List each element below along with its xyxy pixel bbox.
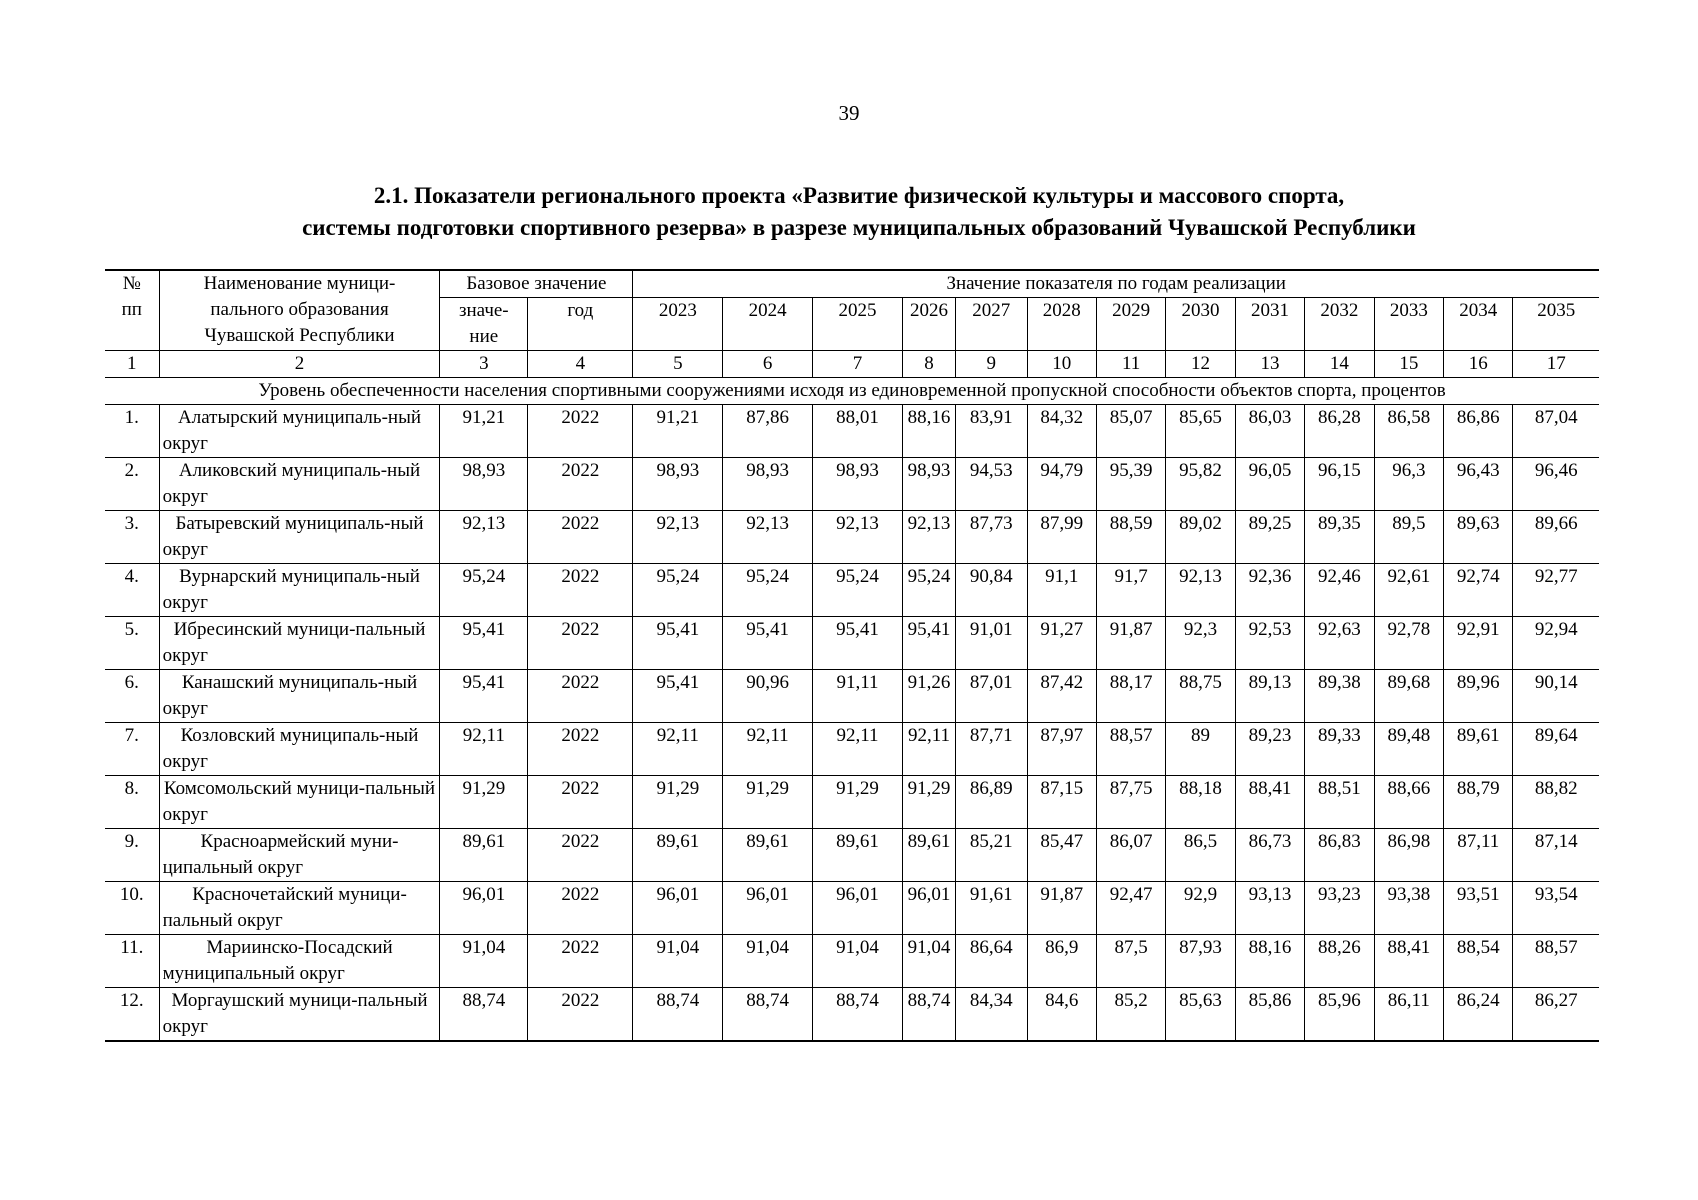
header-year-2030: 2030 [1166,298,1235,351]
year-value-2030: 92,13 [1166,564,1235,617]
section-row [105,378,1599,405]
column-number: 9 [956,351,1027,378]
year-value-2026: 98,93 [902,458,955,511]
year-value-2026: 88,16 [902,405,955,458]
row-number: 12. [105,988,159,1042]
year-value-2024: 91,04 [723,935,813,988]
year-value-2024: 91,29 [723,776,813,829]
year-value-2029: 86,07 [1096,829,1165,882]
year-value-2027: 87,73 [956,511,1027,564]
header-base: Базовое значение [440,270,633,298]
year-value-2034: 86,24 [1444,988,1513,1042]
base-value: 92,11 [440,723,528,776]
base-value: 92,13 [440,511,528,564]
section-heading [60,180,1658,244]
year-value-2035: 88,57 [1513,935,1599,988]
header-year-2023: 2023 [633,298,723,351]
year-value-2030: 89 [1166,723,1235,776]
year-value-2026: 95,41 [902,617,955,670]
year-value-2026: 88,74 [902,988,955,1042]
year-value-2027: 87,71 [956,723,1027,776]
year-value-2035: 90,14 [1513,670,1599,723]
header-base-value: значе-ние [440,298,528,351]
year-value-2033: 86,58 [1374,405,1443,458]
year-value-2030: 88,75 [1166,670,1235,723]
base-year: 2022 [528,882,633,935]
municipality-name: Красноармейский муни-ципальный округ [159,829,440,882]
base-value: 98,93 [440,458,528,511]
year-value-2029: 88,57 [1096,723,1165,776]
base-value: 95,24 [440,564,528,617]
year-value-2034: 89,96 [1444,670,1513,723]
year-value-2025: 92,13 [813,511,903,564]
year-value-2033: 88,41 [1374,935,1443,988]
year-value-2025: 91,04 [813,935,903,988]
year-value-2026: 92,11 [902,723,955,776]
year-value-2034: 93,51 [1444,882,1513,935]
year-value-2031: 89,23 [1235,723,1304,776]
year-value-2031: 92,36 [1235,564,1304,617]
municipality-name: Батыревский муниципаль-ный округ [159,511,440,564]
year-value-2032: 85,96 [1305,988,1374,1042]
year-value-2024: 95,24 [723,564,813,617]
column-number: 15 [1374,351,1443,378]
year-value-2025: 95,41 [813,617,903,670]
table-row [105,723,1599,776]
municipality-name: Моргаушский муници-пальный округ [159,988,440,1042]
year-value-2026: 89,61 [902,829,955,882]
year-value-2025: 91,29 [813,776,903,829]
header-row-1 [105,270,1599,298]
year-value-2027: 83,91 [956,405,1027,458]
year-value-2032: 92,46 [1305,564,1374,617]
year-value-2027: 91,61 [956,882,1027,935]
year-value-2035: 89,64 [1513,723,1599,776]
year-value-2025: 98,93 [813,458,903,511]
year-value-2031: 85,86 [1235,988,1304,1042]
column-number: 1 [105,351,159,378]
header-year-2025: 2025 [813,298,903,351]
year-value-2027: 86,89 [956,776,1027,829]
base-value: 91,04 [440,935,528,988]
year-value-2035: 86,27 [1513,988,1599,1042]
base-value: 95,41 [440,617,528,670]
year-value-2032: 89,35 [1305,511,1374,564]
year-value-2024: 87,86 [723,405,813,458]
year-value-2028: 91,27 [1027,617,1096,670]
municipality-name: Вурнарский муниципаль-ный округ [159,564,440,617]
table-row [105,882,1599,935]
year-value-2035: 87,14 [1513,829,1599,882]
year-value-2024: 89,61 [723,829,813,882]
base-year: 2022 [528,829,633,882]
year-value-2027: 91,01 [956,617,1027,670]
year-value-2028: 86,9 [1027,935,1096,988]
year-value-2034: 96,43 [1444,458,1513,511]
year-value-2035: 92,94 [1513,617,1599,670]
base-value: 95,41 [440,670,528,723]
year-value-2032: 88,26 [1305,935,1374,988]
year-value-2023: 91,04 [633,935,723,988]
column-number: 5 [633,351,723,378]
year-value-2029: 85,2 [1096,988,1165,1042]
year-value-2033: 88,66 [1374,776,1443,829]
year-value-2029: 87,75 [1096,776,1165,829]
table-row [105,458,1599,511]
year-value-2030: 86,5 [1166,829,1235,882]
base-year: 2022 [528,564,633,617]
year-value-2025: 91,11 [813,670,903,723]
column-number: 16 [1444,351,1513,378]
year-value-2023: 92,13 [633,511,723,564]
column-number: 7 [813,351,903,378]
table-row [105,670,1599,723]
base-year: 2022 [528,617,633,670]
year-value-2033: 92,61 [1374,564,1443,617]
column-number: 11 [1096,351,1165,378]
year-value-2031: 96,05 [1235,458,1304,511]
year-value-2030: 88,18 [1166,776,1235,829]
base-year: 2022 [528,723,633,776]
year-value-2025: 96,01 [813,882,903,935]
year-value-2031: 93,13 [1235,882,1304,935]
year-value-2032: 92,63 [1305,617,1374,670]
year-value-2023: 98,93 [633,458,723,511]
base-value: 91,29 [440,776,528,829]
base-value: 89,61 [440,829,528,882]
row-number: 3. [105,511,159,564]
year-value-2032: 86,83 [1305,829,1374,882]
row-number: 9. [105,829,159,882]
year-value-2023: 95,41 [633,617,723,670]
year-value-2023: 91,29 [633,776,723,829]
column-number: 6 [723,351,813,378]
year-value-2031: 92,53 [1235,617,1304,670]
row-number: 8. [105,776,159,829]
year-value-2033: 93,38 [1374,882,1443,935]
municipality-name: Красночетайский муници-пальный округ [159,882,440,935]
year-value-2030: 89,02 [1166,511,1235,564]
year-value-2029: 88,17 [1096,670,1165,723]
base-value: 96,01 [440,882,528,935]
year-value-2031: 88,16 [1235,935,1304,988]
year-value-2030: 85,65 [1166,405,1235,458]
year-value-2033: 86,98 [1374,829,1443,882]
year-value-2034: 89,61 [1444,723,1513,776]
year-value-2027: 84,34 [956,988,1027,1042]
year-value-2028: 94,79 [1027,458,1096,511]
table-row [105,564,1599,617]
year-value-2028: 84,32 [1027,405,1096,458]
year-value-2031: 86,73 [1235,829,1304,882]
header-year-2029: 2029 [1096,298,1165,351]
header-year-2034: 2034 [1444,298,1513,351]
year-value-2034: 87,11 [1444,829,1513,882]
base-year: 2022 [528,988,633,1042]
year-value-2029: 92,47 [1096,882,1165,935]
year-value-2024: 90,96 [723,670,813,723]
year-value-2027: 86,64 [956,935,1027,988]
column-number: 2 [159,351,440,378]
year-value-2028: 85,47 [1027,829,1096,882]
municipality-name: Мариинско-Посадский муниципальный округ [159,935,440,988]
header-year-2033: 2033 [1374,298,1443,351]
section-title: Уровень обеспеченности населения спортивными сооружениями исходя из единовременной пропускной способности объектов спорта, процентов [105,378,1599,405]
year-value-2032: 96,15 [1305,458,1374,511]
year-value-2028: 87,99 [1027,511,1096,564]
header-base-year: год [528,298,633,351]
year-value-2035: 87,04 [1513,405,1599,458]
header-year-2024: 2024 [723,298,813,351]
column-number: 3 [440,351,528,378]
year-value-2033: 89,68 [1374,670,1443,723]
year-value-2026: 91,26 [902,670,955,723]
year-value-2033: 92,78 [1374,617,1443,670]
year-value-2032: 88,51 [1305,776,1374,829]
year-value-2028: 91,1 [1027,564,1096,617]
municipality-name: Аликовский муниципаль-ный округ [159,458,440,511]
column-number: 10 [1027,351,1096,378]
year-value-2023: 95,41 [633,670,723,723]
table-row [105,935,1599,988]
year-value-2024: 92,13 [723,511,813,564]
table-row [105,829,1599,882]
year-value-2028: 91,87 [1027,882,1096,935]
header-year-2035: 2035 [1513,298,1599,351]
row-number: 10. [105,882,159,935]
table-row [105,988,1599,1042]
year-value-2030: 95,82 [1166,458,1235,511]
year-value-2028: 87,97 [1027,723,1096,776]
row-number: 7. [105,723,159,776]
table-row [105,511,1599,564]
year-value-2029: 85,07 [1096,405,1165,458]
year-value-2023: 88,74 [633,988,723,1042]
year-value-2026: 91,04 [902,935,955,988]
year-value-2024: 88,74 [723,988,813,1042]
year-value-2035: 96,46 [1513,458,1599,511]
year-value-2034: 92,91 [1444,617,1513,670]
year-value-2024: 95,41 [723,617,813,670]
municipality-name: Ибресинский муници-пальный округ [159,617,440,670]
year-value-2035: 88,82 [1513,776,1599,829]
year-value-2035: 93,54 [1513,882,1599,935]
base-year: 2022 [528,670,633,723]
page-number: 39 [838,101,860,125]
year-value-2029: 87,5 [1096,935,1165,988]
year-value-2026: 92,13 [902,511,955,564]
row-number: 6. [105,670,159,723]
year-value-2023: 91,21 [633,405,723,458]
year-value-2031: 89,25 [1235,511,1304,564]
column-number-row [105,351,1599,378]
year-value-2027: 90,84 [956,564,1027,617]
header-year-2028: 2028 [1027,298,1096,351]
year-value-2033: 86,11 [1374,988,1443,1042]
header-years: Значение показателя по годам реализации [633,270,1599,298]
year-value-2023: 96,01 [633,882,723,935]
row-number: 4. [105,564,159,617]
row-number: 11. [105,935,159,988]
year-value-2029: 91,87 [1096,617,1165,670]
municipality-name: Канашский муниципаль-ный округ [159,670,440,723]
year-value-2028: 84,6 [1027,988,1096,1042]
table-row [105,776,1599,829]
column-number: 13 [1235,351,1304,378]
year-value-2033: 89,48 [1374,723,1443,776]
base-year: 2022 [528,458,633,511]
year-value-2030: 92,3 [1166,617,1235,670]
year-value-2034: 92,74 [1444,564,1513,617]
year-value-2025: 88,74 [813,988,903,1042]
table-row [105,617,1599,670]
municipality-name: Козловский муниципаль-ный округ [159,723,440,776]
year-value-2033: 89,5 [1374,511,1443,564]
year-value-2031: 86,03 [1235,405,1304,458]
base-year: 2022 [528,405,633,458]
header-name: Наименование муници-пального образования Чувашской Республики [159,270,440,351]
year-value-2024: 92,11 [723,723,813,776]
year-value-2029: 91,7 [1096,564,1165,617]
year-value-2035: 92,77 [1513,564,1599,617]
header-year-2027: 2027 [956,298,1027,351]
year-value-2025: 89,61 [813,829,903,882]
column-number: 17 [1513,351,1599,378]
year-value-2032: 89,33 [1305,723,1374,776]
year-value-2034: 88,54 [1444,935,1513,988]
year-value-2031: 89,13 [1235,670,1304,723]
row-number: 5. [105,617,159,670]
base-year: 2022 [528,776,633,829]
year-value-2032: 86,28 [1305,405,1374,458]
year-value-2025: 95,24 [813,564,903,617]
year-value-2023: 89,61 [633,829,723,882]
year-value-2027: 85,21 [956,829,1027,882]
year-value-2023: 92,11 [633,723,723,776]
column-number: 14 [1305,351,1374,378]
base-year: 2022 [528,511,633,564]
year-value-2034: 88,79 [1444,776,1513,829]
year-value-2034: 89,63 [1444,511,1513,564]
column-number: 12 [1166,351,1235,378]
column-number: 8 [902,351,955,378]
header-year-2032: 2032 [1305,298,1374,351]
heading-line-1: 2.1. Показатели регионального проекта «Развитие физической культуры и массового спорта, [373,183,1345,208]
year-value-2025: 92,11 [813,723,903,776]
municipality-name: Алатырский муниципаль-ный округ [159,405,440,458]
year-value-2032: 93,23 [1305,882,1374,935]
year-value-2026: 96,01 [902,882,955,935]
year-value-2032: 89,38 [1305,670,1374,723]
year-value-2024: 98,93 [723,458,813,511]
table-row [105,405,1599,458]
header-num: № пп [105,270,159,351]
year-value-2028: 87,15 [1027,776,1096,829]
year-value-2029: 88,59 [1096,511,1165,564]
year-value-2027: 87,01 [956,670,1027,723]
year-value-2030: 92,9 [1166,882,1235,935]
year-value-2029: 95,39 [1096,458,1165,511]
header-year-2031: 2031 [1235,298,1304,351]
column-number: 4 [528,351,633,378]
year-value-2023: 95,24 [633,564,723,617]
base-value: 91,21 [440,405,528,458]
year-value-2035: 89,66 [1513,511,1599,564]
year-value-2030: 85,63 [1166,988,1235,1042]
row-number: 1. [105,405,159,458]
year-value-2026: 95,24 [902,564,955,617]
base-value: 88,74 [440,988,528,1042]
indicators-table [105,269,1599,1042]
year-value-2034: 86,86 [1444,405,1513,458]
base-year: 2022 [528,935,633,988]
year-value-2031: 88,41 [1235,776,1304,829]
year-value-2030: 87,93 [1166,935,1235,988]
municipality-name: Комсомольский муници-пальный округ [159,776,440,829]
year-value-2026: 91,29 [902,776,955,829]
year-value-2024: 96,01 [723,882,813,935]
year-value-2027: 94,53 [956,458,1027,511]
heading-line-2: системы подготовки спортивного резерва» в разрезе муниципальных образований Чувашской Республики [302,215,1416,240]
row-number: 2. [105,458,159,511]
year-value-2025: 88,01 [813,405,903,458]
year-value-2033: 96,3 [1374,458,1443,511]
header-year-2026: 2026 [902,298,955,351]
year-value-2028: 87,42 [1027,670,1096,723]
